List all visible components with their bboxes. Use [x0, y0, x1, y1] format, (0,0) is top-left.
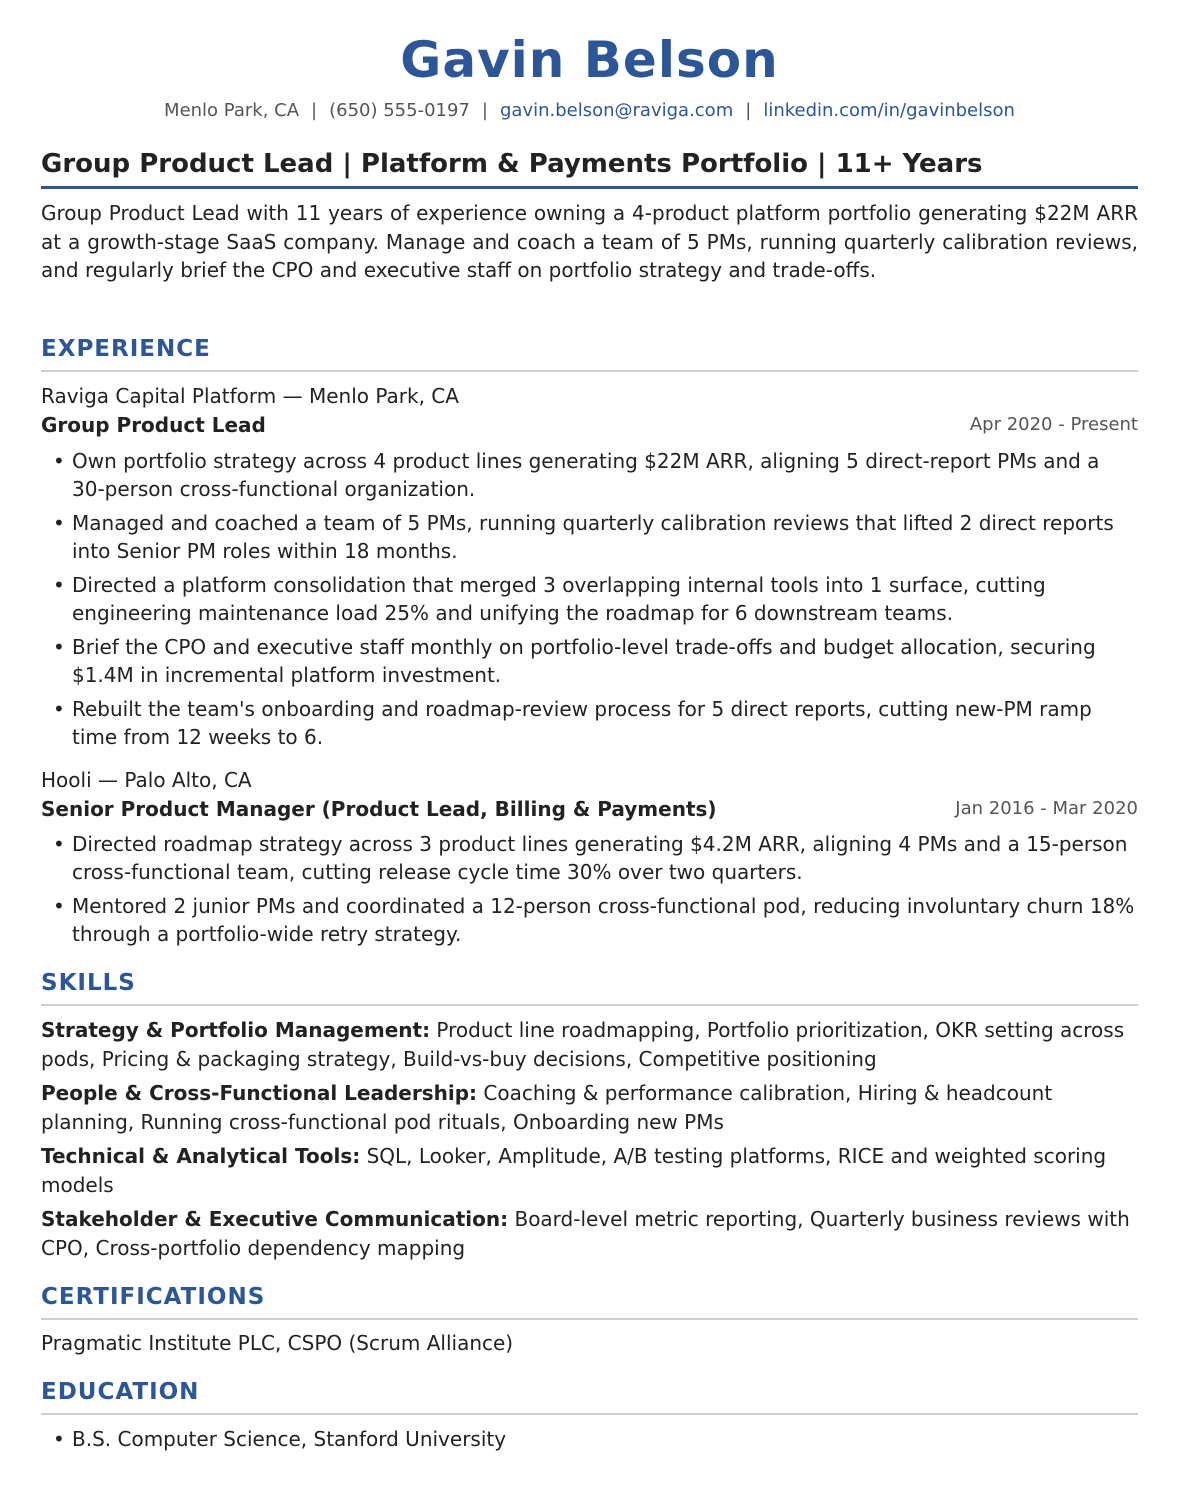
- section-divider: [41, 1413, 1138, 1415]
- skill-group: [41, 1079, 1138, 1136]
- skill-group: [41, 1205, 1138, 1262]
- bullet-glyph: •: [53, 894, 65, 918]
- section-divider: [41, 370, 1138, 372]
- contact-phone: (650) 555-0197: [329, 100, 470, 121]
- bullet-text: Rebuilt the team's onboarding and roadmap-review process for 5 direct reports, cutting new-PM ramp time from 12 weeks to 6.: [72, 697, 1092, 749]
- bullet-text: Directed roadmap strategy across 3 product lines generating $4.2M ARR, aligning 4 PMs and a 15-person cross-functional team, cutting release cycle time 30% over two quarters.: [72, 832, 1128, 884]
- bullet-text: Managed and coached a team of 5 PMs, running quarterly calibration reviews that lifted 2 direct reports into Senior PM roles within 18 months.: [72, 511, 1114, 563]
- bullet-text: Brief the CPO and executive staff monthly on portfolio-level trade-offs and budget allocation, securing $1.4M in incremental platform investment.: [72, 635, 1096, 687]
- skill-items: Coaching & performance calibration, Hiring & headcount planning, Running cross-functional pod rituals, Onboarding new PMs: [41, 1081, 1053, 1134]
- section-divider: [41, 1318, 1138, 1320]
- section-title-experience: EXPERIENCE: [41, 336, 211, 362]
- job-role-row: [41, 795, 1138, 823]
- bullet-text: Mentored 2 junior PMs and coordinated a 12-person cross-functional pod, reducing involuntary churn 18% through a portfolio-wide retry strategy.: [72, 894, 1135, 946]
- bullet-glyph: •: [53, 697, 65, 721]
- candidate-name: Gavin Belson: [400, 31, 779, 89]
- skills-list: [41, 1016, 1138, 1268]
- skill-items: Board-level metric reporting, Quarterly business reviews with CPO, Cross-portfolio dependency mapping: [41, 1207, 1130, 1260]
- contact-email-link[interactable]: gavin.belson@raviga.com: [499, 100, 734, 121]
- contact-separator: |: [745, 100, 752, 121]
- skill-items: Product line roadmapping, Portfolio prioritization, OKR setting across pods, Pricing & packaging strategy, Build-vs-buy decisions, Competitive positioning: [41, 1018, 1125, 1071]
- job-title: Group Product Lead: [41, 413, 266, 437]
- job-title: Senior Product Manager (Product Lead, Billing & Payments): [41, 797, 717, 821]
- section-title-certifications: CERTIFICATIONS: [41, 1284, 266, 1310]
- skill-group: [41, 1142, 1138, 1199]
- section-title-skills: SKILLS: [41, 970, 136, 996]
- education-list: [41, 1425, 1138, 1459]
- bullet-text: Directed a platform consolidation that merged 3 overlapping internal tools into 1 surface, cutting engineering maintenance load 25% and unifying the roadmap for 6 downstream teams.: [72, 573, 1046, 625]
- list-item: [41, 1425, 1138, 1453]
- skill-category: Strategy & Portfolio Management:: [41, 1018, 431, 1042]
- skill-category: People & Cross-Functional Leadership:: [41, 1081, 478, 1105]
- certifications-text: Pragmatic Institute PLC, CSPO (Scrum Alliance): [41, 1331, 514, 1355]
- job-company: Hooli — Palo Alto, CA: [41, 768, 252, 792]
- bullet-glyph: •: [53, 1427, 65, 1451]
- skill-category: Stakeholder & Executive Communication:: [41, 1207, 509, 1231]
- contact-line: [41, 99, 1138, 123]
- headline: Group Product Lead | Platform & Payments Portfolio | 11+ Years: [41, 149, 983, 179]
- job-dates: Jan 2016 - Mar 2020: [955, 798, 1138, 819]
- job-role-row: [41, 411, 1138, 439]
- job-bullets: [41, 830, 1138, 954]
- bullet-glyph: •: [53, 511, 65, 535]
- bullet-text: Own portfolio strategy across 4 product lines generating $22M ARR, aligning 5 direct-report PMs and a 30-person cross-functional organization.: [72, 449, 1100, 501]
- section-title-education: EDUCATION: [41, 1379, 200, 1405]
- bullet-glyph: •: [53, 635, 65, 659]
- contact-linkedin-link[interactable]: linkedin.com/in/gavinbelson: [763, 100, 1015, 121]
- skill-items: SQL, Looker, Amplitude, A/B testing platforms, RICE and weighted scoring models: [41, 1144, 1107, 1197]
- job-dates: Apr 2020 - Present: [969, 414, 1138, 435]
- skill-group: [41, 1016, 1138, 1073]
- list-item: [41, 830, 1138, 886]
- bullet-glyph: •: [53, 832, 65, 856]
- bullet-glyph: •: [53, 449, 65, 473]
- list-item: [41, 695, 1138, 751]
- job-bullets: [41, 447, 1138, 757]
- skill-category: Technical & Analytical Tools:: [41, 1144, 361, 1168]
- section-divider: [41, 1004, 1138, 1006]
- contact-separator: |: [481, 100, 488, 121]
- summary-paragraph: Group Product Lead with 11 years of experience owning a 4-product platform portfolio generating $22M ARR at a growth-stage SaaS company. Manage and coach a team of 5 PMs, running quarterly calibration reviews, and regularly brief the CPO and executive staff on portfolio strategy and trade-offs.: [41, 201, 1138, 283]
- list-item: [41, 447, 1138, 503]
- headline-divider: [41, 186, 1138, 189]
- job-company: Raviga Capital Platform — Menlo Park, CA: [41, 384, 459, 408]
- contact-separator: |: [311, 100, 318, 121]
- education-entry: B.S. Computer Science, Stanford University: [72, 1427, 507, 1451]
- contact-location: Menlo Park, CA: [164, 100, 300, 121]
- list-item: [41, 892, 1138, 948]
- bullet-glyph: •: [53, 573, 65, 597]
- list-item: [41, 571, 1138, 627]
- list-item: [41, 509, 1138, 565]
- list-item: [41, 633, 1138, 689]
